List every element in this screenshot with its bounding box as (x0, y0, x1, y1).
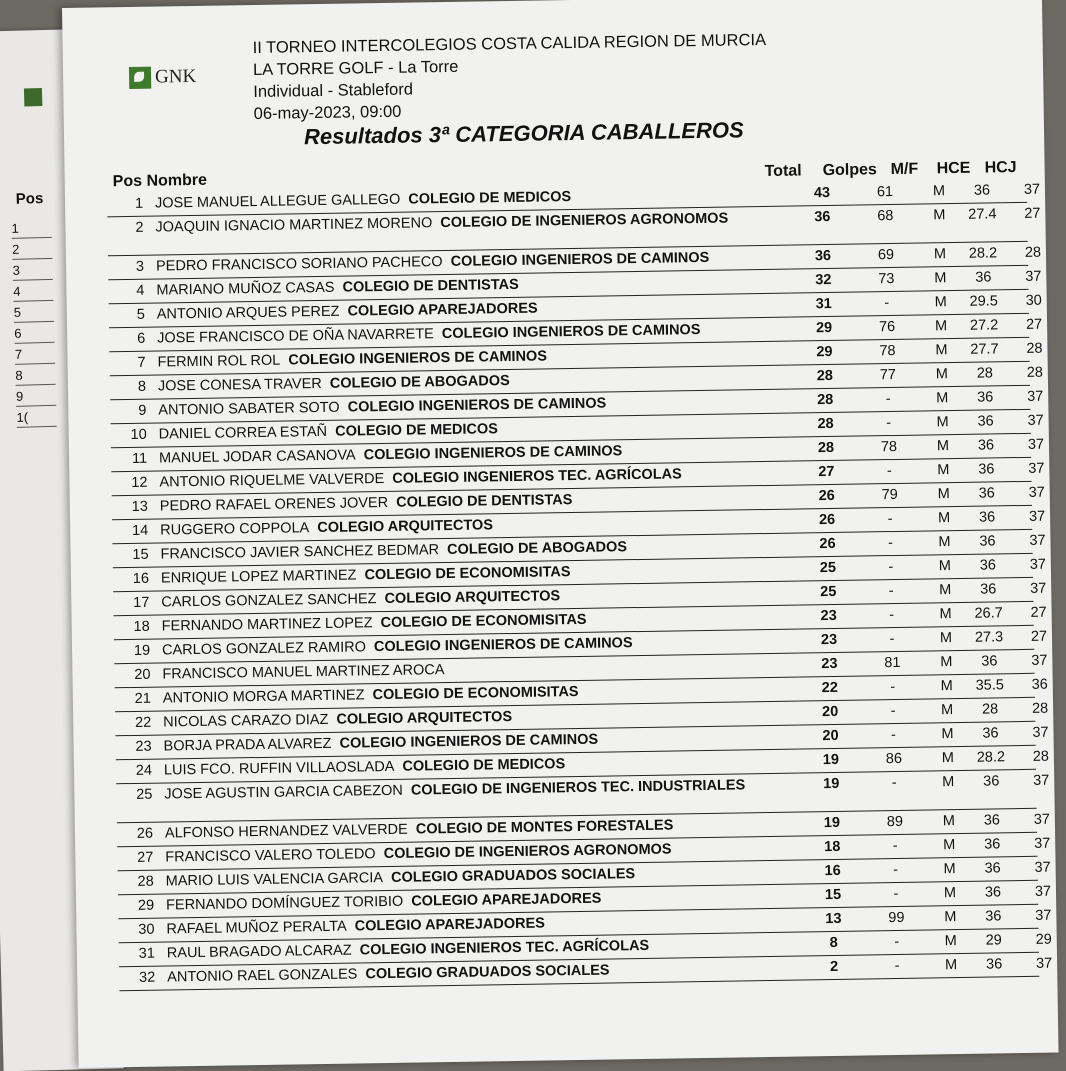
cell-hce: 36 (967, 836, 1017, 853)
cell-mf: M (936, 750, 960, 766)
cell-pos: 7 (117, 355, 145, 371)
cell-club: COLEGIO APAREJADORES (411, 891, 601, 910)
cell-pos: 13 (120, 499, 148, 515)
column-header-hce: HCE (936, 160, 970, 179)
cell-hcj: 29 (1024, 931, 1064, 948)
cell-club: COLEGIO INGENIEROS DE CAMINOS (364, 443, 623, 463)
cell-hcj: 27 (1019, 628, 1059, 645)
cell-name: RAFAEL MUÑOZ PERALTA (166, 919, 346, 938)
cell-pos: 16 (121, 571, 149, 587)
cell-mf: M (937, 813, 961, 829)
cell-golpes: 86 (874, 751, 914, 768)
column-header-hcj: HCJ (984, 159, 1016, 178)
cell-mf: M (934, 630, 958, 646)
cell-golpes: 78 (867, 343, 907, 360)
logo-icon (24, 88, 42, 106)
cell-club: COLEGIO APAREJADORES (347, 301, 537, 320)
cell-club: COLEGIO INGENIEROS DE CAMINOS (442, 322, 701, 342)
cell-hcj: 37 (1013, 268, 1053, 285)
cell-mf: M (927, 207, 951, 223)
cell-golpes: 73 (866, 271, 906, 288)
cell-club: COLEGIO DE ECONOMISITAS (380, 612, 586, 631)
cell-total: 25 (811, 584, 845, 601)
cell-hcj: 37 (1015, 412, 1055, 429)
cell-pos: 26 (125, 826, 153, 842)
cell-mf: M (938, 861, 962, 877)
cell-hce: 36 (960, 389, 1010, 406)
cell-golpes: - (873, 679, 913, 696)
cell-name: MARIANO MUÑOZ CASAS (156, 280, 334, 299)
cell-name: DANIEL CORREA ESTAÑ (159, 424, 328, 443)
cell-total: 28 (808, 392, 842, 409)
tournament-header (252, 29, 767, 125)
cell-total: 31 (807, 296, 841, 313)
cell-club: COLEGIO ARQUITECTOS (384, 588, 560, 607)
cell-pos: 9 (118, 403, 146, 419)
cell-hcj: 37 (1023, 883, 1063, 900)
cell-name: MARIO LUIS VALENCIA GARCIA (166, 870, 384, 889)
cell-hce: 36 (962, 533, 1012, 550)
column-header-golpes: Golpes (823, 161, 878, 180)
cell-total: 36 (806, 248, 840, 265)
cell-mf: M (932, 486, 956, 502)
cell-mf: M (929, 294, 953, 310)
cell-pos: 1 (115, 196, 143, 212)
cell-hce: 28 (965, 701, 1015, 718)
cell-golpes: - (872, 631, 912, 648)
cell-mf: M (935, 678, 959, 694)
cell-club: COLEGIO ARQUITECTOS (336, 709, 512, 728)
cell-pos: 10 (119, 427, 147, 443)
cell-hcj: 28 (1014, 340, 1054, 357)
cell-golpes: 77 (868, 367, 908, 384)
cell-hcj: 37 (1023, 859, 1063, 876)
cell-mf: M (929, 342, 953, 358)
cell-hce: 36 (960, 413, 1010, 430)
cell-mf: M (938, 885, 962, 901)
back-sheet-pos: 6 (14, 325, 54, 344)
cell-mf: M (932, 534, 956, 550)
cell-hce: 36 (962, 509, 1012, 526)
cell-hcj: 37 (1016, 460, 1056, 477)
back-sheet-pos: 5 (14, 304, 54, 323)
cell-club: COLEGIO DE ECONOMISITAS (364, 564, 570, 583)
cell-pos: 28 (126, 874, 154, 890)
back-sheet-pos: 2 (12, 241, 52, 260)
cell-hcj: 37 (1012, 181, 1052, 198)
cell-golpes: - (867, 295, 907, 312)
cell-pos: 15 (120, 547, 148, 563)
cell-club: COLEGIO INGENIEROS TEC. AGRÍCOLAS (360, 938, 650, 959)
cell-hcj: 36 (1020, 676, 1060, 693)
cell-golpes: 61 (865, 184, 905, 201)
cell-golpes: 81 (872, 655, 912, 672)
cell-name: CARLOS GONZALEZ RAMIRO (162, 639, 366, 658)
cell-total: 19 (814, 752, 848, 769)
cell-total: 28 (809, 416, 843, 433)
cell-mf: M (931, 462, 955, 478)
cell-name: CARLOS GONZALEZ SANCHEZ (161, 591, 376, 610)
cell-hce: 28 (960, 365, 1010, 382)
cell-name: PEDRO RAFAEL ORENES JOVER (160, 495, 389, 515)
cell-name: FERNANDO DOMÍNGUEZ TORIBIO (166, 894, 403, 914)
back-sheet-header: Pos (16, 190, 44, 208)
cell-club: COLEGIO INGENIEROS DE CAMINOS (451, 250, 710, 270)
cell-hce: 36 (968, 908, 1018, 925)
cell-golpes: - (870, 535, 910, 552)
cell-hcj: 28 (1021, 748, 1061, 765)
cell-club: COLEGIO INGENIEROS DE CAMINOS (374, 635, 633, 655)
cell-hcj: 27 (1012, 205, 1052, 222)
cell-total: 28 (809, 440, 843, 457)
cell-mf: M (934, 606, 958, 622)
cell-total: 29 (807, 344, 841, 361)
cell-mf: M (927, 183, 951, 199)
cell-golpes: 99 (876, 910, 916, 927)
cell-club: COLEGIO APAREJADORES (355, 916, 545, 935)
cell-total: 28 (808, 368, 842, 385)
cell-club: COLEGIO INGENIEROS DE CAMINOS (288, 348, 547, 368)
cell-total: 26 (810, 512, 844, 529)
cell-hce: 27.4 (957, 206, 1007, 223)
cell-mf: M (931, 438, 955, 454)
cell-name: JOSE CONESA TRAVER (158, 376, 322, 395)
cell-hce: 36 (969, 956, 1019, 973)
cell-pos: 27 (125, 850, 153, 866)
cell-mf: M (930, 390, 954, 406)
cell-golpes: - (877, 934, 917, 951)
cell-hce: 36 (963, 557, 1013, 574)
cell-pos: 6 (117, 331, 145, 347)
cell-hce: 36 (963, 581, 1013, 598)
cell-name: JOSE MANUEL ALLEGUE GALLEGO (155, 192, 400, 212)
cell-name: RUGGERO COPPOLA (160, 520, 309, 538)
cell-pos: 24 (124, 763, 152, 779)
cell-club: COLEGIO DE DENTISTAS (342, 277, 518, 296)
cell-pos: 31 (127, 946, 155, 962)
header-line-course: LA TORRE GOLF - La Torre (253, 51, 767, 81)
cell-name: FERNANDO MARTINEZ LOPEZ (162, 615, 373, 634)
cell-total: 15 (816, 887, 850, 904)
results-sheet (62, 0, 1059, 1068)
cell-hce: 36 (961, 461, 1011, 478)
cell-pos: 2 (115, 220, 143, 236)
cell-club: COLEGIO DE ABOGADOS (447, 539, 627, 558)
column-header-total: Total (765, 162, 802, 181)
cell-name: FRANCISCO JAVIER SANCHEZ BEDMAR (160, 542, 439, 562)
cell-hcj: 37 (1023, 907, 1063, 924)
cell-hce: 36 (966, 773, 1016, 790)
cell-hcj: 37 (1017, 484, 1057, 501)
cell-hce: 27.7 (959, 341, 1009, 358)
cell-mf: M (928, 246, 952, 262)
cell-mf: M (938, 909, 962, 925)
cell-hce: 36 (968, 860, 1018, 877)
cell-total: 25 (811, 560, 845, 577)
back-sheet-pos: 9 (16, 388, 56, 407)
cell-golpes: 68 (865, 208, 905, 225)
page-title: Resultados 3ª CATEGORIA CABALLEROS (304, 117, 744, 150)
cell-name: FRANCISCO VALERO TOLEDO (165, 846, 376, 865)
back-sheet-pos: 1( (16, 409, 56, 428)
cell-total: 22 (813, 680, 847, 697)
cell-pos: 14 (120, 523, 148, 539)
cell-hce: 36 (965, 725, 1015, 742)
cell-club: COLEGIO INGENIEROS TEC. AGRÍCOLAS (392, 466, 682, 487)
cell-name: BORJA PRADA ALVAREZ (163, 736, 331, 755)
cell-hcj: 37 (1017, 508, 1057, 525)
cell-pos: 5 (117, 307, 145, 323)
cell-name: FRANCISCO MANUEL MARTINEZ AROCA (162, 662, 444, 682)
cell-golpes: - (871, 559, 911, 576)
results-table (107, 179, 1039, 991)
cell-name: JOSE FRANCISCO DE OÑA NAVARRETE (157, 326, 434, 346)
cell-total: 26 (810, 536, 844, 553)
cell-total: 43 (805, 185, 839, 202)
cell-name: LUIS FCO. RUFFIN VILLAOSLADA (164, 759, 395, 779)
cell-golpes: - (875, 838, 915, 855)
cell-hcj: 37 (1018, 556, 1058, 573)
cell-name: ANTONIO RIQUELME VALVERDE (159, 471, 384, 491)
cell-name: JOAQUIN IGNACIO MARTINEZ MORENO (155, 215, 432, 235)
cell-hcj: 37 (1024, 955, 1064, 972)
cell-name: ANTONIO SABATER SOTO (158, 400, 340, 419)
cell-hce: 26.7 (964, 605, 1014, 622)
cell-hce: 29.5 (959, 293, 1009, 310)
header-line-date: 06-may-2023, 09:00 (254, 95, 768, 125)
cell-name: ANTONIO ARQUES PEREZ (157, 304, 340, 323)
cell-hcj: 27 (1014, 316, 1054, 333)
cell-name: JOSE AGUSTIN GARCIA CABEZON (164, 783, 403, 803)
cell-hcj: 37 (1021, 772, 1061, 789)
cell-hce: 36 (958, 269, 1008, 286)
cell-golpes: - (873, 727, 913, 744)
back-sheet-pos: 4 (13, 283, 53, 302)
cell-name: MANUEL JODAR CASANOVA (159, 447, 356, 466)
cell-mf: M (937, 837, 961, 853)
cell-club: COLEGIO DE DENTISTAS (396, 492, 572, 511)
cell-mf: M (935, 726, 959, 742)
cell-hce: 36 (964, 653, 1014, 670)
back-sheet-pos: 1 (11, 220, 51, 239)
cell-total: 36 (805, 209, 839, 226)
cell-hcj: 37 (1016, 436, 1056, 453)
cell-hce: 27.2 (959, 317, 1009, 334)
cell-name: ANTONIO RAEL GONZALES (167, 966, 357, 985)
cell-hcj: 28 (1013, 244, 1053, 261)
cell-hce: 28.2 (958, 245, 1008, 262)
cell-golpes: - (876, 886, 916, 903)
cell-mf: M (932, 510, 956, 526)
cell-golpes: - (871, 583, 911, 600)
cell-mf: M (933, 582, 957, 598)
cell-club: COLEGIO DE ECONOMISITAS (372, 684, 578, 703)
cell-hcj: 37 (1020, 724, 1060, 741)
cell-name: NICOLAS CARAZO DIAZ (163, 712, 328, 731)
cell-total: 29 (807, 320, 841, 337)
cell-pos: 3 (116, 259, 144, 275)
cell-pos: 22 (123, 715, 151, 731)
cell-hcj: 37 (1019, 652, 1059, 669)
column-header-mf: M/F (891, 161, 919, 179)
cell-golpes: - (877, 958, 917, 975)
cell-club: COLEGIO DE MEDICOS (408, 189, 571, 208)
cell-club: COLEGIO DE ABOGADOS (330, 373, 510, 392)
cell-name: ENRIQUE LOPEZ MARTINEZ (161, 567, 357, 586)
cell-name: RAUL BRAGADO ALCARAZ (167, 943, 352, 962)
cell-mf: M (930, 414, 954, 430)
cell-hce: 36 (957, 182, 1007, 199)
cell-total: 23 (812, 632, 846, 649)
cell-mf: M (939, 957, 963, 973)
cell-hce: 35.5 (965, 677, 1015, 694)
cell-pos: 19 (122, 643, 150, 659)
cell-hcj: 37 (1022, 811, 1062, 828)
cell-hce: 36 (962, 485, 1012, 502)
cell-pos: 12 (119, 475, 147, 491)
logo-text: GNK (155, 66, 197, 89)
cell-hcj: 30 (1014, 292, 1054, 309)
cell-total: 2 (817, 959, 851, 976)
cell-pos: 30 (126, 922, 154, 938)
cell-hcj: 37 (1018, 580, 1058, 597)
cell-mf: M (929, 318, 953, 334)
cell-hcj: 28 (1015, 364, 1055, 381)
cell-golpes: - (874, 775, 914, 792)
cell-hce: 36 (967, 812, 1017, 829)
logo (129, 66, 197, 89)
cell-total: 16 (816, 863, 850, 880)
cell-hcj: 37 (1017, 532, 1057, 549)
cell-club: COLEGIO DE MONTES FORESTALES (416, 817, 674, 837)
cell-pos: 18 (122, 619, 150, 635)
cell-total: 20 (813, 728, 847, 745)
cell-golpes: - (872, 607, 912, 624)
cell-golpes: 89 (875, 814, 915, 831)
cell-club: COLEGIO DE MEDICOS (402, 756, 565, 775)
cell-golpes: - (869, 463, 909, 480)
cell-golpes: 76 (867, 319, 907, 336)
cell-total: 26 (810, 488, 844, 505)
cell-pos: 25 (124, 787, 152, 803)
cell-golpes: 69 (866, 247, 906, 264)
header-line-format: Individual - Stableford (253, 73, 767, 103)
header-line-tournament: II TORNEO INTERCOLEGIOS COSTA CALIDA REGION DE MURCIA (252, 29, 766, 59)
cell-mf: M (934, 654, 958, 670)
cell-total: 27 (809, 464, 843, 481)
cell-hcj: 37 (1022, 835, 1062, 852)
back-sheet-pos: 3 (12, 262, 52, 281)
cell-club: COLEGIO ARQUITECTOS (317, 517, 493, 536)
cell-mf: M (936, 774, 960, 790)
cell-mf: M (935, 702, 959, 718)
cell-club: COLEGIO DE INGENIEROS TEC. INDUSTRIALES (411, 777, 746, 798)
cell-total: 23 (812, 656, 846, 673)
cell-golpes: - (868, 391, 908, 408)
back-sheet-pos: 7 (15, 346, 55, 365)
cell-mf: M (930, 366, 954, 382)
cell-total: 19 (814, 776, 848, 793)
cell-mf: M (933, 558, 957, 574)
cell-name: PEDRO FRANCISCO SORIANO PACHECO (156, 254, 443, 274)
cell-hcj: 28 (1020, 700, 1060, 717)
cell-pos: 17 (121, 595, 149, 611)
gnk-logo-icon (129, 67, 151, 89)
cell-club: COLEGIO GRADUADOS SOCIALES (365, 963, 609, 983)
cell-club: COLEGIO DE INGENIEROS AGRONOMOS (384, 842, 672, 863)
cell-pos: 23 (123, 739, 151, 755)
cell-club: COLEGIO GRADUADOS SOCIALES (391, 866, 635, 886)
cell-hcj: 27 (1018, 604, 1058, 621)
cell-club: COLEGIO INGENIEROS DE CAMINOS (339, 732, 598, 752)
cell-name: ALFONSO HERNANDEZ VALVERDE (165, 822, 408, 842)
cell-pos: 11 (119, 451, 147, 467)
cell-total: 19 (815, 815, 849, 832)
cell-pos: 4 (116, 283, 144, 299)
cell-total: 32 (806, 272, 840, 289)
cell-pos: 21 (123, 691, 151, 707)
cell-golpes: - (873, 703, 913, 720)
cell-golpes: 79 (870, 487, 910, 504)
column-header-pos-nombre: Pos Nombre (113, 172, 208, 191)
cell-golpes: - (868, 415, 908, 432)
cell-mf: M (928, 270, 952, 286)
cell-mf: M (939, 933, 963, 949)
back-sheet-pos: 8 (15, 367, 55, 386)
cell-name: ANTONIO MORGA MARTINEZ (163, 687, 365, 706)
cell-club: COLEGIO DE INGENIEROS AGRONOMOS (440, 211, 728, 232)
cell-total: 18 (815, 839, 849, 856)
cell-pos: 32 (127, 970, 155, 986)
cell-hce: 36 (968, 884, 1018, 901)
cell-golpes: - (876, 862, 916, 879)
cell-club: COLEGIO DE MEDICOS (335, 421, 498, 440)
cell-hce: 29 (969, 932, 1019, 949)
cell-golpes: - (870, 511, 910, 528)
cell-pos: 29 (126, 898, 154, 914)
cell-total: 13 (816, 911, 850, 928)
cell-total: 8 (817, 935, 851, 952)
cell-total: 20 (813, 704, 847, 721)
cell-name: FERMIN ROL ROL (157, 353, 280, 371)
cell-hce: 28.2 (966, 749, 1016, 766)
cell-hce: 27.3 (964, 629, 1014, 646)
cell-hce: 36 (961, 437, 1011, 454)
cell-golpes: 78 (869, 439, 909, 456)
cell-club: COLEGIO INGENIEROS DE CAMINOS (348, 396, 607, 416)
cell-pos: 20 (122, 667, 150, 683)
cell-total: 23 (812, 608, 846, 625)
cell-pos: 8 (118, 379, 146, 395)
cell-hcj: 37 (1015, 388, 1055, 405)
